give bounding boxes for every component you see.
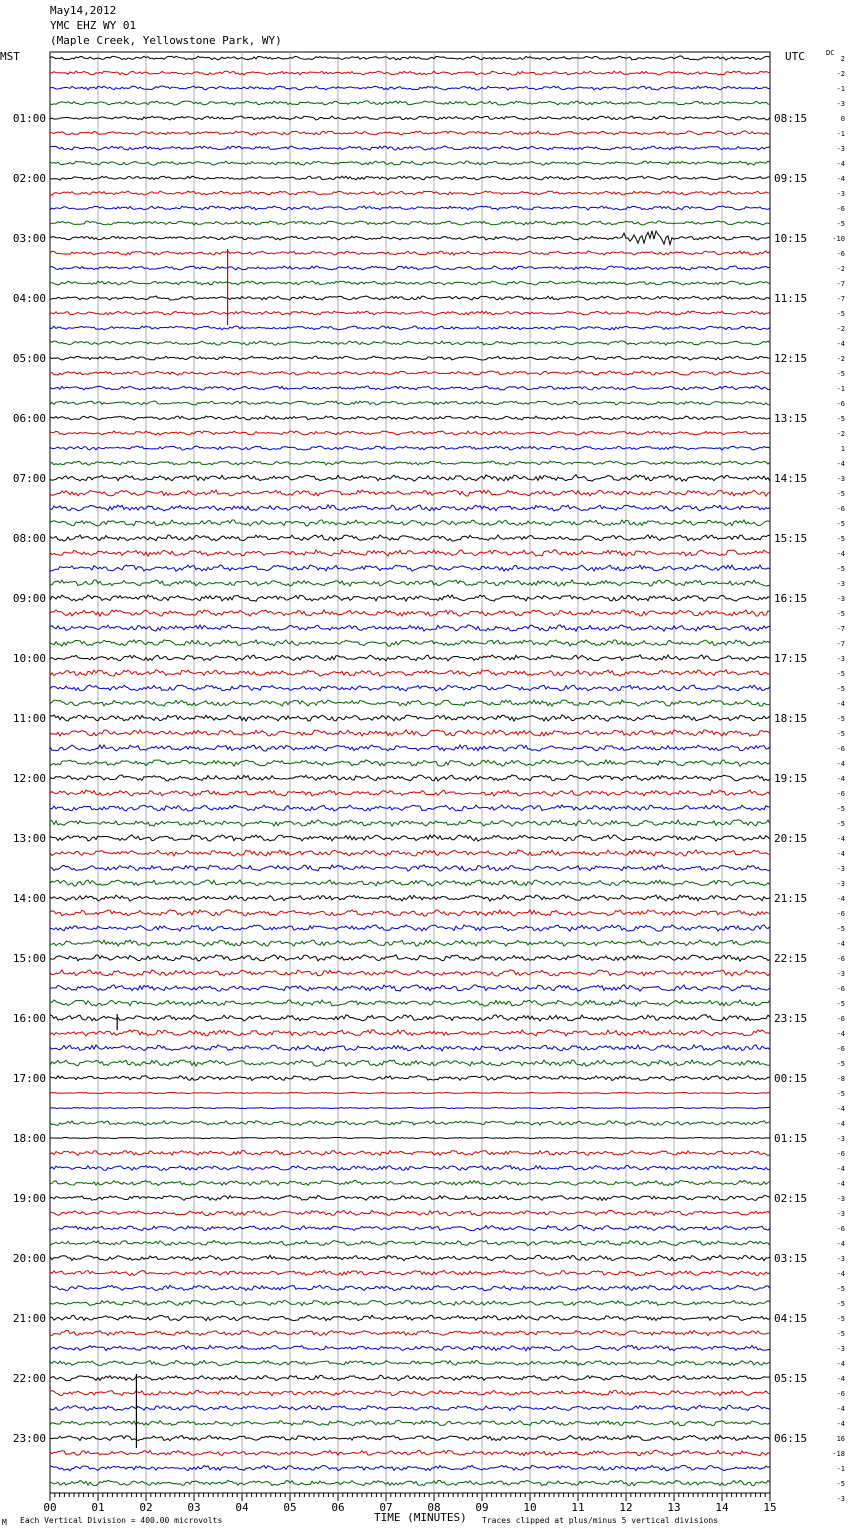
dc-offset-value: -4 [836,940,845,948]
hour-label-left: 22:00 [12,1372,46,1385]
dc-offset-value: -3 [836,865,845,873]
dc-offset-value: -3 [836,1255,845,1263]
seismic-trace [50,1345,770,1350]
dc-offset-value: -1 [836,385,845,393]
seismic-trace [50,1015,770,1021]
hour-label-right: 02:15 [774,1192,808,1205]
dc-offset-value: -7 [836,280,845,288]
seismic-trace [50,820,770,826]
seismic-trace [50,1121,770,1126]
seismic-trace [50,1210,770,1215]
seismic-trace [50,1045,770,1051]
hour-label-left: 06:00 [12,412,46,425]
dc-offset-value: -5 [836,730,845,738]
hour-label-left: 23:00 [12,1432,46,1445]
dc-offset-value: -5 [836,715,845,723]
dc-offset-value: -7 [836,625,845,633]
hour-label-right: 00:15 [774,1072,808,1085]
x-tick-label: 09 [475,1501,489,1514]
hour-label-right: 09:15 [774,172,808,185]
hour-label-right: 05:15 [774,1372,808,1385]
dc-offset-value: -5 [836,670,845,678]
dc-offset-value: -6 [836,985,845,993]
dc-offset-value: -4 [836,775,845,783]
seismic-trace [50,116,770,120]
dc-offset-value: -4 [836,1180,845,1188]
dc-offset-value: -4 [836,460,845,468]
dc-offset-value: -4 [836,1375,845,1383]
dc-offset-value: -5 [836,535,845,543]
hour-label-left: 17:00 [12,1072,46,1085]
hour-label-left: 01:00 [12,112,46,125]
dc-offset-value: -3 [836,145,845,153]
station-code: YMC EHZ WY 01 [50,19,137,32]
hour-label-left: 18:00 [12,1132,46,1145]
seismic-trace [50,311,770,315]
hour-label-left: 16:00 [12,1012,46,1025]
x-tick-label: 01 [91,1501,105,1514]
dc-offset-value: -5 [836,220,845,228]
dc-offset-value: -5 [836,370,845,378]
hour-label-left: 14:00 [12,892,46,905]
dc-offset-value: -7 [836,640,845,648]
dc-offset-value: 16 [836,1435,845,1443]
seismic-trace [50,221,770,225]
seismic-trace [50,1195,770,1200]
seismic-trace [50,1300,770,1305]
dc-offset-value: -3 [836,1345,845,1353]
hour-label-left: 04:00 [12,292,46,305]
seismic-trace [50,281,770,285]
seismic-trace [50,446,770,450]
dc-offset-value: -6 [836,745,845,753]
dc-offset-value: -8 [836,1075,845,1083]
dc-offset-value: -3 [836,1210,845,1218]
seismic-trace [50,655,770,661]
dc-offset-value: -3 [836,1135,845,1143]
hour-label-left: 07:00 [12,472,46,485]
seismic-trace [50,341,770,345]
dc-offset-value: -4 [836,1405,845,1413]
dc-offset-value: -4 [836,700,845,708]
seismic-trace [50,580,770,586]
seismic-trace [50,1315,770,1320]
dc-offset-value: 1 [840,445,845,453]
seismic-trace [50,955,770,961]
seismic-trace [50,490,770,496]
dc-offset-value: -18 [832,1450,845,1458]
seismic-trace [50,71,770,75]
hour-label-left: 19:00 [12,1192,46,1205]
dc-offset-value: -4 [836,760,845,768]
hour-label-right: 22:15 [774,952,808,965]
seismic-trace [50,1000,770,1006]
dc-offset-value: -5 [836,490,845,498]
hour-label-right: 03:15 [774,1252,808,1265]
seismic-trace [50,386,770,390]
seismic-trace [50,640,770,646]
dc-offset-value: -5 [836,685,845,693]
seismic-trace [50,176,770,180]
dc-offset-value: -4 [836,550,845,558]
seismic-trace [50,520,770,526]
seismic-trace [50,371,770,375]
record-date: May14,2012 [50,4,117,17]
dc-offset-value: -4 [836,1105,845,1113]
hour-label-right: 01:15 [774,1132,808,1145]
dc-offset-value: -4 [836,1360,845,1368]
station-location: (Maple Creek, Yellowstone Park, WY) [50,34,282,47]
seismic-trace [50,231,770,245]
seismic-trace [50,86,770,90]
dc-offset-value: -4 [836,1120,845,1128]
x-tick-label: 04 [235,1501,249,1514]
seismic-trace [50,1092,770,1093]
dc-offset-value: -2 [836,325,845,333]
x-tick-label: 10 [523,1501,537,1514]
seismic-trace [50,925,770,931]
seismic-trace [50,1151,770,1156]
x-tick-label: 02 [139,1501,153,1514]
hour-label-right: 13:15 [774,412,808,425]
dc-offset-value: -2 [836,430,845,438]
hour-label-right: 23:15 [774,1012,808,1025]
seismic-trace [50,1060,770,1066]
seismic-trace [50,206,770,210]
dc-offset-value: -3 [836,580,845,588]
seismic-trace [50,760,770,766]
x-tick-label: 15 [763,1501,777,1514]
seismic-trace [50,296,770,300]
dc-offset-value: -2 [836,355,845,363]
dc-offset-value: -5 [836,925,845,933]
dc-offset-value: -5 [836,1300,845,1308]
seismic-trace [50,1375,770,1380]
seismic-trace [50,670,770,676]
seismic-trace [50,326,770,330]
hour-label-right: 12:15 [774,352,808,365]
hour-label-right: 04:15 [774,1312,808,1325]
seismic-trace [50,1450,770,1455]
seismic-trace [50,131,770,135]
dc-offset-value: -1 [836,130,845,138]
dc-offset-value: -6 [836,1045,845,1053]
dc-offset-value: -6 [836,790,845,798]
dc-offset-value: -10 [832,235,845,243]
seismic-trace [50,1360,770,1365]
dc-offset-value: -1 [836,1465,845,1473]
dc-offset-value: -5 [836,520,845,528]
dc-offset-value: -6 [836,205,845,213]
dc-offset-value: -3 [836,190,845,198]
x-axis-title: TIME (MINUTES) [374,1511,467,1524]
hour-label-left: 05:00 [12,352,46,365]
seismic-trace [50,505,770,511]
seismic-trace [50,730,770,736]
seismic-trace [50,356,770,360]
dc-offset-value: -6 [836,250,845,258]
x-tick-label: 07 [379,1501,393,1514]
dc-offset-value: -4 [836,1270,845,1278]
dc-offset-value: -2 [836,70,845,78]
dc-offset-value: 0 [840,115,845,123]
seismic-trace [50,715,770,721]
x-tick-label: 08 [427,1501,441,1514]
dc-offset-value: -1 [836,85,845,93]
hour-label-left: 02:00 [12,172,46,185]
clip-note: Traces clipped at plus/minus 5 vertical divisions [482,1516,719,1525]
dc-offset-value: -3 [836,100,845,108]
hour-label-right: 14:15 [774,472,808,485]
dc-offset-value: -6 [836,1015,845,1023]
seismic-trace [50,1240,770,1245]
seismic-trace [50,1435,770,1440]
hour-label-left: 20:00 [12,1252,46,1265]
dc-offset-value: -4 [836,895,845,903]
seismic-trace [50,700,770,706]
seismic-trace [50,790,770,796]
seismic-trace [50,1390,770,1395]
seismic-trace [50,940,770,946]
dc-offset-value: -4 [836,1420,845,1428]
seismic-trace [50,461,770,465]
corner-mark: M [2,1518,7,1527]
seismic-trace [50,1180,770,1185]
dc-offset-value: -5 [836,565,845,573]
seismic-trace [50,805,770,811]
x-tick-label: 06 [331,1501,345,1514]
seismic-trace [50,565,770,571]
dc-offset-value: -4 [836,340,845,348]
seismic-trace [50,56,770,60]
seismic-trace [50,101,770,105]
dc-offset-value: -4 [836,835,845,843]
seismic-trace [50,745,770,751]
hour-label-left: 15:00 [12,952,46,965]
dc-offset-value: -5 [836,1285,845,1293]
seismic-trace [50,1285,770,1290]
dc-offset-header: DC [826,49,835,57]
seismic-trace [50,1330,770,1335]
hour-label-right: 15:15 [774,532,808,545]
dc-offset-value: -5 [836,1480,845,1488]
x-tick-label: 05 [283,1501,297,1514]
dc-offset-value: -3 [836,1195,845,1203]
seismic-trace [50,685,770,691]
hour-label-left: 11:00 [12,712,46,725]
dc-offset-value: -5 [836,820,845,828]
dc-offset-value: -6 [836,400,845,408]
hour-label-right: 20:15 [774,832,808,845]
seismic-trace [50,1405,770,1410]
dc-offset-value: -7 [836,295,845,303]
seismic-trace [50,985,770,991]
dc-offset-value: -4 [836,850,845,858]
vertical-scale-note: Each Vertical Division = 400.00 microvolts [20,1516,223,1525]
seismic-trace [50,625,770,631]
seismic-trace [50,775,770,781]
hour-label-left: 09:00 [12,592,46,605]
x-tick-label: 13 [667,1501,681,1514]
seismic-trace [50,1480,770,1485]
hour-label-left: 12:00 [12,772,46,785]
seismic-trace [50,1030,770,1036]
seismic-trace [50,895,770,901]
seismic-trace [50,535,770,541]
hour-label-right: 10:15 [774,232,808,245]
seismic-trace [50,1270,770,1275]
seismic-trace [50,1420,770,1425]
seismic-trace [50,416,770,420]
hour-label-right: 06:15 [774,1432,808,1445]
hour-label-right: 17:15 [774,652,808,665]
hour-label-right: 19:15 [774,772,808,785]
dc-offset-value: -6 [836,910,845,918]
dc-offset-value: -5 [836,610,845,618]
dc-offset-value: -3 [836,970,845,978]
dc-offset-value: -4 [836,1240,845,1248]
seismic-trace [50,1137,770,1138]
seismic-trace [50,1255,770,1260]
x-tick-label: 11 [571,1501,585,1514]
seismic-trace [50,1165,770,1170]
dc-offset-value: -6 [836,505,845,513]
seismic-trace [50,865,770,871]
hour-label-right: 08:15 [774,112,808,125]
seismic-trace [50,1076,770,1081]
seismic-trace [50,970,770,976]
dc-offset-value: -3 [836,880,845,888]
dc-offset-value: -4 [836,1030,845,1038]
seismic-trace [50,610,770,616]
dc-offset-value: -4 [836,1165,845,1173]
seismic-trace [50,146,770,150]
hour-label-right: 18:15 [774,712,808,725]
dc-offset-value: -5 [836,1090,845,1098]
seismic-trace [50,161,770,165]
hour-label-left: 10:00 [12,652,46,665]
seismic-trace [50,550,770,556]
dc-offset-value: -4 [836,175,845,183]
seismic-trace [50,475,770,481]
seismic-trace [50,1107,770,1108]
dc-offset-value: -2 [836,265,845,273]
hour-label-right: 21:15 [774,892,808,905]
dc-offset-value: -5 [836,805,845,813]
dc-offset-value: -6 [836,1390,845,1398]
seismic-trace [50,191,770,195]
dc-offset-value: -3 [836,1495,845,1503]
dc-offset-value: -6 [836,1225,845,1233]
dc-offset-value: -3 [836,475,845,483]
seismic-trace [50,595,770,601]
x-tick-label: 14 [715,1501,729,1514]
right-timezone-label: UTC [785,50,805,63]
seismic-trace [50,251,770,255]
seismic-trace [50,1465,770,1470]
hour-label-right: 11:15 [774,292,808,305]
dc-offset-value: -3 [836,655,845,663]
dc-offset-value: 2 [840,55,845,63]
x-tick-label: 03 [187,1501,201,1514]
dc-offset-value: -4 [836,160,845,168]
dc-offset-value: -5 [836,1315,845,1323]
dc-offset-value: -5 [836,1330,845,1338]
seismic-trace [50,910,770,916]
hour-label-left: 21:00 [12,1312,46,1325]
hour-label-left: 13:00 [12,832,46,845]
x-tick-label: 00 [43,1501,57,1514]
seismic-trace [50,266,770,270]
seismic-trace [50,431,770,435]
seismic-trace [50,835,770,841]
dc-offset-value: -5 [836,415,845,423]
seismic-trace [50,1225,770,1230]
dc-offset-value: -6 [836,955,845,963]
dc-offset-value: -3 [836,595,845,603]
dc-offset-value: -5 [836,1060,845,1068]
seismic-trace [50,850,770,856]
seismic-trace [50,401,770,405]
hour-label-left: 03:00 [12,232,46,245]
x-tick-label: 12 [619,1501,633,1514]
hour-label-right: 16:15 [774,592,808,605]
left-timezone-label: MST [0,50,20,63]
dc-offset-value: -6 [836,1150,845,1158]
dc-offset-value: -5 [836,1000,845,1008]
dc-offset-value: -5 [836,310,845,318]
seismic-trace [50,880,770,886]
hour-label-left: 08:00 [12,532,46,545]
